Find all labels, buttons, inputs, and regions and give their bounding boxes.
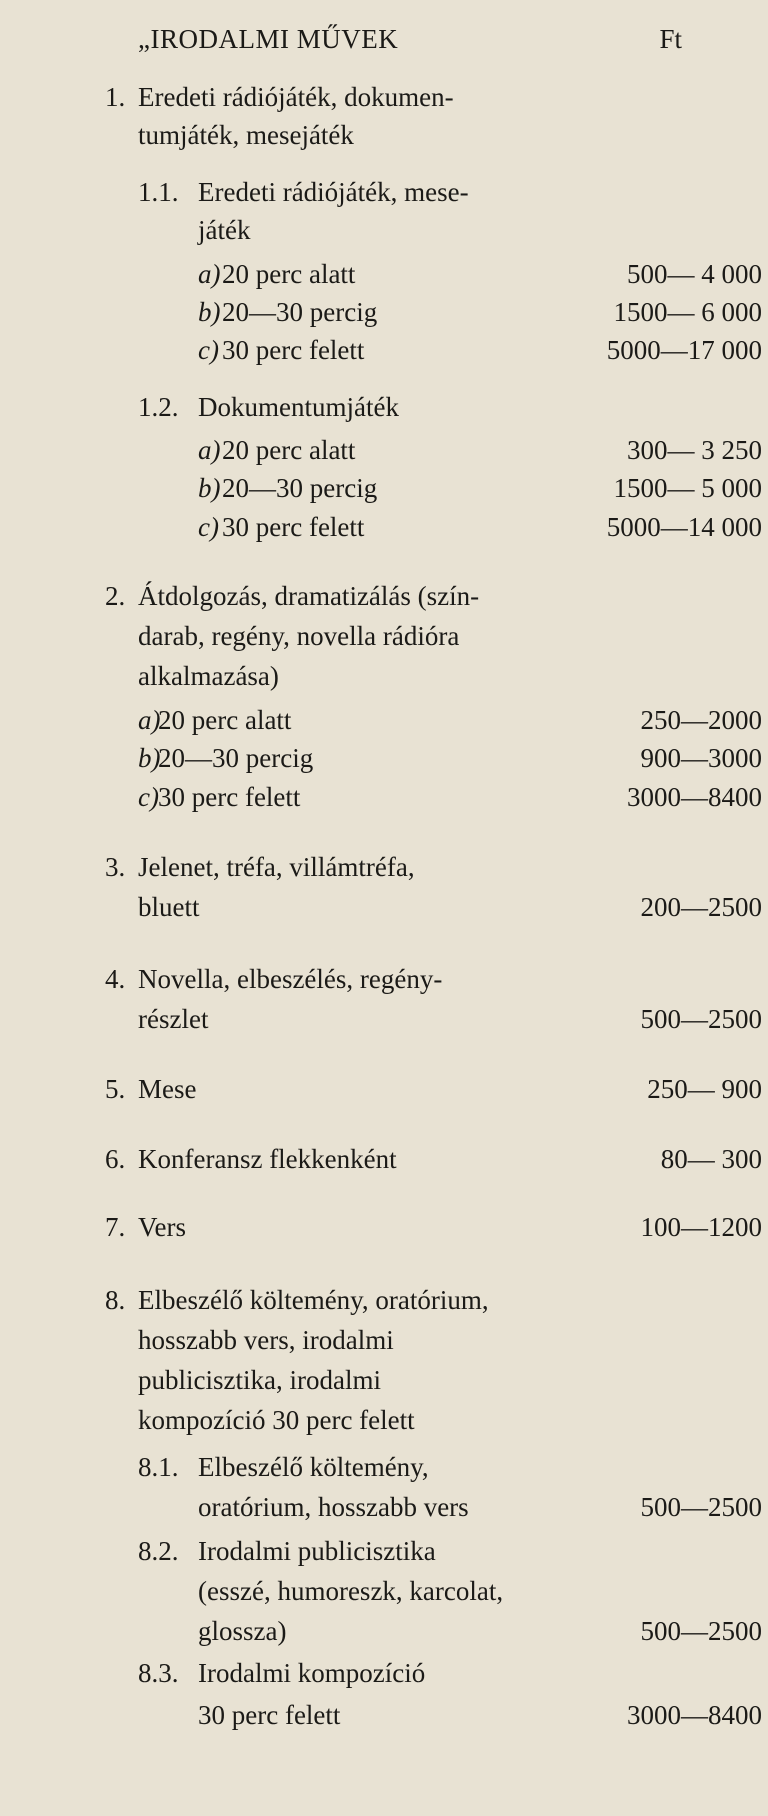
item-text: Irodalmi publicisztika [198, 1536, 436, 1566]
sub-item-letter: b) [198, 297, 221, 327]
item-text: Átdolgozás, dramatizálás (szín- [138, 581, 480, 611]
item-number: 3. [105, 852, 126, 882]
fee-range: 500— 4 000 [627, 259, 762, 289]
item-text: 20—30 percig [222, 297, 378, 327]
fee-range: 500—2500 [640, 1004, 762, 1034]
item-number: 1.1. [138, 177, 179, 207]
fee-range: 1500— 5 000 [613, 473, 762, 503]
item-text: részlet [138, 1004, 209, 1034]
item-text: 20 perc alatt [222, 435, 356, 465]
item-number: 8.3. [138, 1658, 179, 1688]
item-text: 30 perc felett [222, 335, 365, 365]
sub-item-letter: a) [198, 259, 221, 289]
sub-item-letter: a) [138, 705, 161, 735]
item-text: publicisztika, irodalmi [138, 1365, 381, 1395]
item-text: tumjáték, mesejáték [138, 120, 354, 150]
item-text: 20 perc alatt [158, 705, 292, 735]
fee-range: 500—2500 [640, 1616, 762, 1646]
fee-range: 900—3000 [640, 743, 762, 773]
item-text: kompozíció 30 perc felett [138, 1405, 415, 1435]
sub-item-letter: c) [198, 512, 219, 542]
item-number: 7. [105, 1212, 126, 1242]
fee-range: 300— 3 250 [627, 435, 762, 465]
item-text: Vers [138, 1212, 186, 1242]
sub-item-letter: a) [198, 435, 221, 465]
header-currency: Ft [659, 24, 682, 54]
item-text: Eredeti rádiójáték, dokumen- [138, 82, 454, 112]
item-text: 20—30 percig [222, 473, 378, 503]
header-title: „IRODALMI MŰVEK [138, 24, 399, 54]
fee-range: 250— 900 [647, 1074, 762, 1104]
item-number: 1.2. [138, 392, 179, 422]
item-text: Dokumentumjáték [198, 392, 399, 422]
item-text: 30 perc felett [222, 512, 365, 542]
sub-item-letter: c) [138, 782, 159, 812]
item-text: Novella, elbeszélés, regény- [138, 964, 443, 994]
item-number: 8.2. [138, 1536, 179, 1566]
item-number: 2. [105, 581, 126, 611]
fee-range: 500—2500 [640, 1492, 762, 1522]
item-number: 8. [105, 1285, 126, 1315]
item-text: Jelenet, tréfa, villámtréfa, [138, 852, 415, 882]
item-number: 1. [105, 82, 126, 112]
item-text: oratórium, hosszabb vers [198, 1492, 469, 1522]
item-text: Mese [138, 1074, 197, 1104]
sub-item-letter: b) [198, 473, 221, 503]
item-text: bluett [138, 892, 200, 922]
item-text: Konferansz flekkenként [138, 1144, 397, 1174]
fee-range: 5000—14 000 [606, 512, 762, 542]
item-text: 30 perc felett [158, 782, 301, 812]
fee-range: 100—1200 [640, 1212, 762, 1242]
item-text: hosszabb vers, irodalmi [138, 1325, 394, 1355]
item-text: (esszé, humoreszk, karcolat, [198, 1576, 504, 1606]
item-number: 5. [105, 1074, 126, 1104]
item-text: 30 perc felett [198, 1700, 341, 1730]
sub-item-letter: b) [138, 743, 161, 773]
item-number: 8.1. [138, 1452, 179, 1482]
item-number: 6. [105, 1144, 126, 1174]
item-text: glossza) [198, 1616, 287, 1646]
item-text: 20—30 percig [158, 743, 314, 773]
item-text: 20 perc alatt [222, 259, 356, 289]
fee-range: 5000—17 000 [606, 335, 762, 365]
item-text: Elbeszélő költemény, [198, 1452, 429, 1482]
item-text: játék [198, 215, 251, 245]
fee-range: 250—2000 [640, 705, 762, 735]
item-text: Elbeszélő költemény, oratórium, [138, 1285, 489, 1315]
item-text: darab, regény, novella rádióra [138, 621, 460, 651]
item-text: alkalmazása) [138, 661, 279, 691]
sub-item-letter: c) [198, 335, 219, 365]
item-number: 4. [105, 964, 126, 994]
item-text: Eredeti rádiójáték, mese- [198, 177, 469, 207]
item-text: Irodalmi kompozíció [198, 1658, 426, 1688]
fee-range: 200—2500 [640, 892, 762, 922]
fee-range: 3000—8400 [627, 782, 762, 812]
fee-range: 80— 300 [660, 1144, 762, 1174]
fee-range: 3000—8400 [627, 1700, 762, 1730]
fee-range: 1500— 6 000 [613, 297, 762, 327]
